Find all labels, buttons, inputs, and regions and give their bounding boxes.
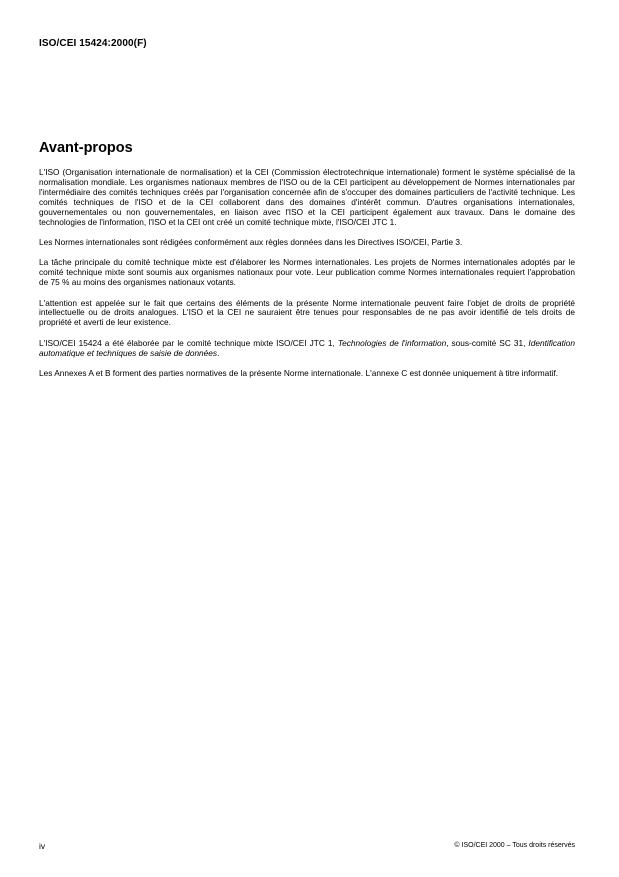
elaboration-text-3: . (217, 347, 220, 358)
paragraph-main-task: La tâche principale du comité technique mixte est d'élaborer les Normes internationales. Les projets de Normes internationales adoptés par le comité technique mixte sont soumis aux organismes nationaux pour vote. Leur publication comme Normes internationales requiert l'approbation de 75 % au moins des organismes nationaux votants. (39, 257, 575, 288)
paragraph-directives: Les Normes internationales sont rédigées conformément aux règles données dans les Directives ISO/CEI, Partie 3. (39, 236, 463, 247)
paragraph-elaboration (39, 339, 575, 359)
paragraph-patent-rights: L'attention est appelée sur le fait que certains des éléments de la présente Norme internationale peuvent faire l'objet de droits de propriété intellectuelle ou de droits analogues. L'ISO et la CEI ne sauraient être tenues pour responsables de ne pas avoir identifié de tels droits de propriété et averti de leur existence. (39, 297, 575, 328)
page-number: iv (39, 841, 46, 851)
foreword-body (39, 168, 575, 390)
paragraph-organizations: L'ISO (Organisation internationale de normalisation) et la CEI (Commission électrotechnique internationale) forment le système spécialisé de la normalisation mondiale. Les organismes nationaux membres de l'ISO ou de la CEI participent au développement de Normes internationales par l'intermédiaire des comités techniques créés par l'organisation concernée afin de s'occuper des domaines particuliers de l'activité technique. Les comités techniques de l'ISO et de la CEI collaborent dans des domaines d'intérêt commun. D'autres organisations internationales, gouvernementales ou non gouvernementales, en liaison avec l'ISO et la CEI participent également aux travaux. Dans le domaine des technologies de l'information, l'ISO et la CEI ont créé un comité technique mixte, l'ISO/CEI JTC 1. (39, 167, 575, 227)
elaboration-text-1: L'ISO/CEI 15424 a été élaborée par le comité technique mixte ISO/CEI JTC 1, (39, 337, 338, 348)
subcommittee-title: Identification automatique et techniques de saisie de données (39, 337, 576, 358)
paragraph-annexes: Les Annexes A et B forment des parties normatives de la présente Norme internationale. L'annexe C est donnée uniquement à titre informatif. (39, 368, 559, 379)
document-identifier: ISO/CEI 15424:2000(F) (39, 38, 147, 49)
section-title: Avant-propos (39, 140, 133, 156)
elaboration-text-2: , sous-comité SC 31, (446, 337, 529, 348)
committee-title: Technologies de l'information (337, 337, 447, 348)
copyright-notice: © ISO/CEI 2000 – Tous droits réservés (454, 842, 575, 849)
